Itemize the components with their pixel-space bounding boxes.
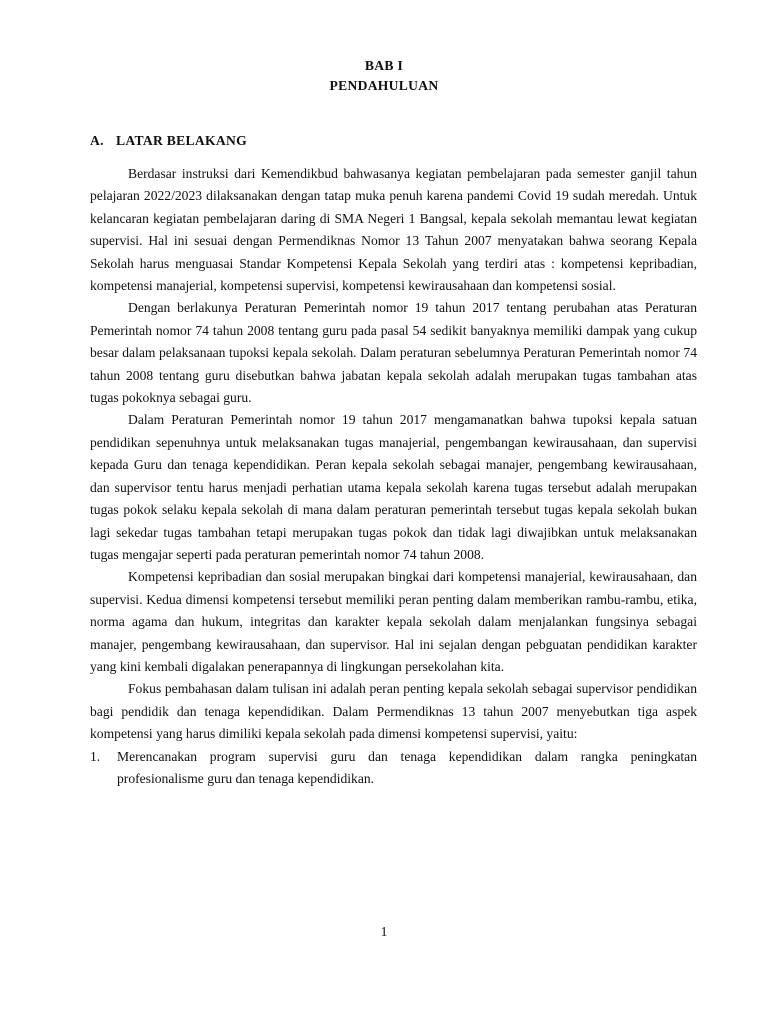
list-item-text: Merencanakan program supervisi guru dan tenaga kependidikan dalam rangka peningkatan profesionalisme guru dan tenaga kependidikan. — [117, 748, 697, 786]
list-marker: 1. — [90, 748, 101, 764]
paragraph: Dengan berlakunya Peraturan Pemerintah nomor 19 tahun 2017 tentang perubahan atas Peraturan Pemerintah nomor 74 tahun 2008 tentang guru pada pasal 54 sedikit banyaknya memiliki dampak yang cukup besar dalam pelaksanaan tupoksi kepala sekolah. Dalam peraturan sebelumnya Peraturan Pemerintah nomor 74 tahun 2008 tentang guru disebutkan bahwa jabatan kepala sekolah adalah merupakan tugas tambahan atas tugas pokoknya sebagai guru. — [90, 300, 697, 406]
page-number: 1 — [380, 924, 388, 939]
body-text — [90, 163, 697, 790]
paragraph: Kompetensi kepribadian dan sosial merupakan bingkai dari kompetensi manajerial, kewirausahaan, dan supervisi. Kedua dimensi kompetensi tersebut memiliki peran penting dalam memberikan rambu-rambu, etika, norma agama dan hukum, integritas dan karakter kepala sekolah dalam menjalankan fungsinya sebagai manajer, pengembang kewirausahaan, dan supervisor. Hal ini sejalan dengan pebguatan pendidikan karakter yang kini kembali digalakan penerapannya di lingkungan persekolahan kita. — [90, 569, 697, 674]
chapter-title: PENDAHULUAN — [329, 78, 439, 93]
paragraph: Fokus pembahasan dalam tulisan ini adalah peran penting kepala sekolah sebagai supervisor pendidikan bagi pendidik dan tenaga kependidikan. Dalam Permendiknas 13 tahun 2007 menyebutkan tiga aspek kompetensi yang harus dimiliki kepala sekolah pada dimensi kompetensi supervisi, yaitu: — [90, 681, 697, 742]
section-title: LATAR BELAKANG — [116, 133, 247, 148]
paragraph: Berdasar instruksi dari Kemendikbud bahwasanya kegiatan pembelajaran pada semester ganjil tahun pelajaran 2022/2023 dilaksanakan dengan tatap muka penuh karena pandemi Covid 19 sudah meredah. Untuk kelancaran kegiatan pembelajaran daring di SMA Negeri 1 Bangsal, kepala sekolah memantau lewat kegiatan supervisi. Hal ini sesuai dengan Permendiknas Nomor 13 Tahun 2007 menyatakan bahwa seorang Kepala Sekolah harus menguasai Standar Kompetensi Kepala Sekolah yang terdiri atas : kompetensi kepribadian, kompetensi manajerial, kompetensi supervisi, kompetensi kewirausahaan dan kompetensi sosial. — [90, 166, 697, 294]
chapter-number: BAB I — [364, 58, 404, 73]
list-item — [90, 746, 697, 791]
section-heading — [90, 133, 247, 149]
paragraph: Dalam Peraturan Pemerintah nomor 19 tahun 2017 mengamanatkan bahwa tupoksi kepala satuan pendidikan sepenuhnya untuk melaksanakan tugas manajerial, pengembangan kewirausahaan, dan supervisi kepada Guru dan tenaga kependidikan. Peran kepala sekolah sebagai manajer, pengembang kewirausahaan, dan supervisor tentu harus menjadi perhatian utama kepala sekolah karena tugas tersebut adalah merupakan tugas pokok selaku kepala sekolah di mana dalam peraturan pemerintah tersebut tugas kepala sekolah bukan lagi sekedar tugas tambahan tetapi merupakan tugas pokok dan tidak lagi diwajibkan untuk melaksanakan tugas mengajar seperti pada peraturan pemerintah nomor 74 tahun 2008. — [90, 412, 697, 562]
section-number: A. — [90, 133, 104, 148]
